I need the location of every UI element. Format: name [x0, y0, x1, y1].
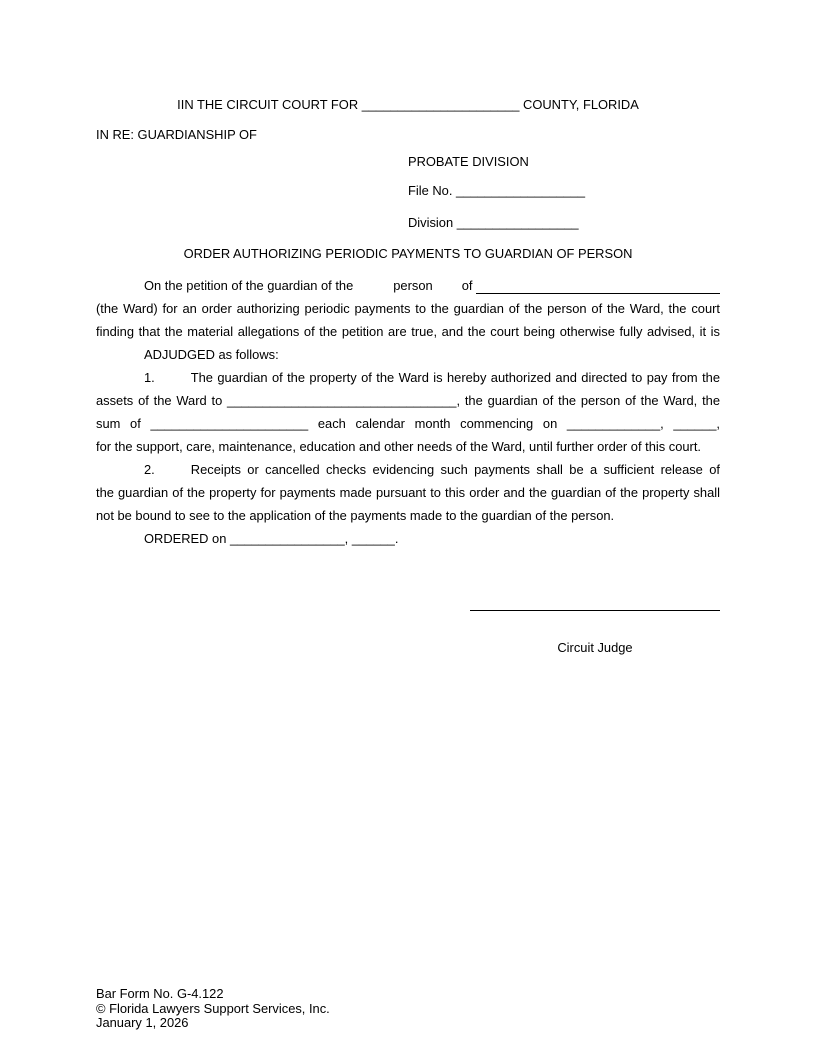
- document-title: ORDER AUTHORIZING PERIODIC PAYMENTS TO GUARDIAN OF PERSON: [183, 246, 633, 261]
- item-1-line-1: [96, 366, 720, 389]
- intro-line-2: (the Ward) for an order authorizing periodic payments to the guardian of the person of the Ward, the court: [96, 301, 720, 316]
- file-no-blank-line: File No. __________________: [408, 183, 586, 198]
- item-2-line-3: not be bound to see to the application of the payments made to the guardian of the person.: [96, 508, 615, 523]
- ward-name-blank: [476, 293, 720, 294]
- adjudged-line: ADJUDGED as follows:: [144, 347, 279, 362]
- signature-block: [470, 610, 720, 659]
- item-2-text: Receipts or cancelled checks evidencing such payments shall be a sufficient release of: [190, 462, 720, 477]
- court-header-line: IIN THE CIRCUIT COURT FOR ______________________ COUNTY, FLORIDA: [177, 97, 639, 112]
- intro-line-3: finding that the material allegations of the petition are true, and the court being otherwise fully advised, it is: [96, 324, 720, 339]
- bar-form-number: Bar Form No. G-4.122: [96, 986, 224, 1001]
- item-1-line-2: assets of the Ward to ________________________________, the guardian of the person of the Ward, the: [96, 393, 720, 408]
- item-2-line-1: [96, 458, 720, 481]
- copyright-line: © Florida Lawyers Support Services, Inc.: [96, 1000, 330, 1016]
- intro-lead-text: On the petition of the guardian of the: [144, 278, 354, 293]
- item-1-text: The guardian of the property of the Ward is hereby authorized and directed to pay from the: [190, 370, 720, 385]
- item-1-number: 1.: [144, 370, 155, 385]
- form-footer: [96, 987, 330, 1031]
- case-info-block: [408, 150, 720, 234]
- ordered-line: ORDERED on ________________, ______.: [144, 531, 399, 546]
- intro-person-word: person: [393, 278, 433, 293]
- intro-line-1: [96, 274, 720, 297]
- in-re-line: IN RE: GUARDIANSHIP OF: [96, 127, 257, 142]
- item-1-line-3: sum of ______________________ each calendar month commencing on _____________, ______,: [96, 416, 720, 431]
- division-blank-line: Division _________________: [408, 215, 579, 230]
- circuit-judge-label: Circuit Judge: [557, 640, 633, 655]
- intro-of-word: of: [461, 278, 473, 293]
- revision-date: January 1, 2026: [96, 1015, 189, 1031]
- item-1-line-4: for the support, care, maintenance, education and other needs of the Ward, until further order of this court.: [96, 439, 702, 454]
- probate-division-label: PROBATE DIVISION: [408, 154, 529, 169]
- item-2-line-2: the guardian of the property for payments made pursuant to this order and the guardian of the property shall: [96, 485, 720, 500]
- judge-signature-line: [470, 610, 720, 611]
- item-2-number: 2.: [144, 462, 155, 477]
